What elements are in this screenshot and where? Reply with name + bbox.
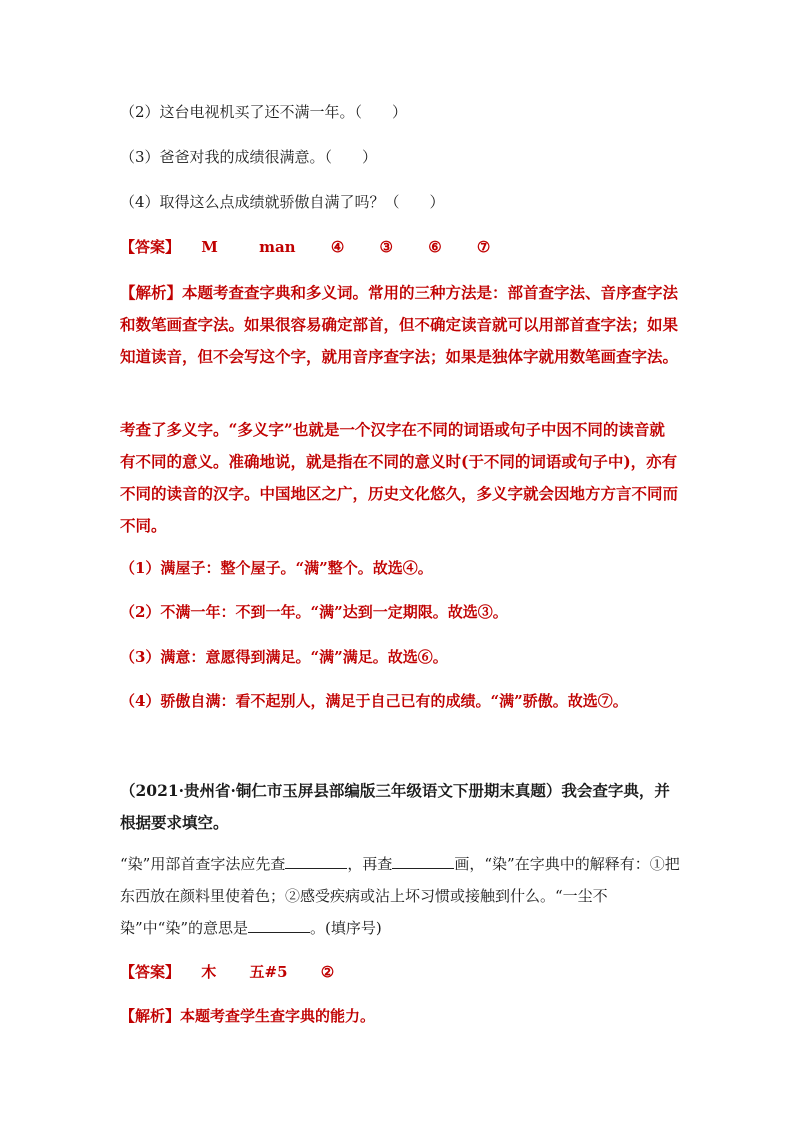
analysis-text: 本题考查查字典和多义词。常用的三种方法是：部首查字法、音序查字法和数笔画查字法。如果很容易确定部首，但不确定读音就可以用部首查字法；如果知道读音，但不会写这个字，就用音序查字法；如果是独体字就用数笔画查字法。 bbox=[120, 283, 679, 366]
fill-blank[interactable] bbox=[285, 854, 347, 869]
answer-value: 五#5 bbox=[249, 963, 288, 981]
answer-value: M bbox=[201, 238, 218, 256]
analysis-tag: 【解析】 bbox=[120, 283, 183, 302]
answer-value: ② bbox=[320, 963, 335, 981]
question-item-4: （4）取得这么点成绩就骄傲自满了吗？（ ） bbox=[120, 193, 445, 211]
answer-value: ④ bbox=[330, 238, 345, 256]
answer-tag: 【答案】 bbox=[120, 238, 181, 256]
answer-tag: 【答案】 bbox=[120, 963, 181, 981]
answer-value: 木 bbox=[201, 963, 217, 981]
fill-blank[interactable] bbox=[248, 918, 310, 933]
answer-value: ⑥ bbox=[428, 238, 442, 256]
explanation-item: （4）骄傲自满：看不起别人，满足于自己已有的成绩。“满”骄傲。故选⑦。 bbox=[120, 692, 628, 710]
analysis-paragraph-2: 考查了多义字。“多义字”也就是一个汉字在不同的词语或句子中因不同的读音就有不同的意义。准确地说，就是指在不同的意义时(于不同的词语或句子中)，亦有不同的读音的汉字。中国地区之广，历史文化悠久，多义字就会因地方方言不同而不同。 bbox=[120, 420, 679, 535]
answer-row-2 bbox=[120, 961, 334, 982]
answer-value: ③ bbox=[379, 238, 393, 256]
question-text: 画，“染”在字典中的解释有：①把东西放在颜料里使着色；②感受疾病或沾上坏习惯或接触到什么。“一尘不染”中“染”的意思是 bbox=[120, 855, 680, 937]
analysis-paragraph-3 bbox=[120, 1005, 375, 1026]
question-header: （2021·贵州省·铜仁市玉屏县部编版三年级语文下册期末真题）我会查字典，并根据要求填空。 bbox=[120, 781, 670, 832]
analysis-text: 本题考查学生查字典的能力。 bbox=[180, 1007, 376, 1025]
analysis-paragraph bbox=[120, 277, 680, 373]
answer-value: ⑦ bbox=[476, 238, 491, 256]
question-text: 。(填序号) bbox=[310, 919, 382, 937]
answer-row bbox=[120, 236, 512, 257]
question-item-3: （3）爸爸对我的成绩很满意。（ ） bbox=[120, 148, 378, 166]
explanation-item: （1）满屋子：整个屋子。“满”整个。故选④。 bbox=[120, 559, 433, 577]
explanation-item: （2）不满一年：不到一年。“满”达到一定期限。故选③。 bbox=[120, 603, 508, 621]
answer-value: man bbox=[259, 238, 296, 256]
explanation-item: （3）满意：意愿得到满足。“满”满足。故选⑥。 bbox=[120, 648, 448, 666]
question-body bbox=[120, 848, 680, 944]
analysis-tag: 【解析】 bbox=[120, 1007, 181, 1025]
fill-blank[interactable] bbox=[392, 854, 454, 869]
question-text: ，再查 bbox=[347, 855, 393, 873]
question-text: “染”用部首查字法应先查 bbox=[120, 855, 286, 873]
question-item-2: （2）这台电视机买了还不满一年。（ ） bbox=[120, 103, 408, 121]
